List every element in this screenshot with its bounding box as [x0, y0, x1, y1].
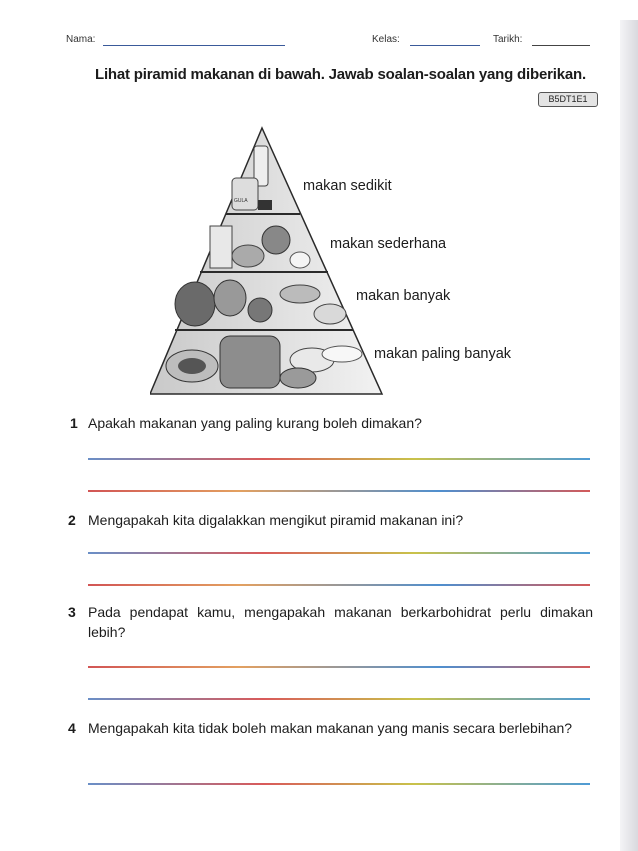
pyramid-label-second: makan sederhana — [330, 236, 447, 252]
tomato-icon — [248, 298, 272, 322]
fish-plate-icon — [262, 226, 290, 254]
answer-line-1b[interactable] — [88, 490, 590, 492]
answer-line-2a[interactable] — [88, 552, 590, 554]
papaya-icon — [314, 304, 346, 324]
pyramid-label-third: makan banyak — [356, 288, 451, 304]
lettuce-icon — [214, 280, 246, 316]
answer-line-1a[interactable] — [88, 458, 590, 460]
question-1-number: 1 — [70, 415, 78, 431]
vegetable-icon — [175, 282, 215, 326]
kelas-field[interactable] — [410, 45, 480, 46]
question-4-text: Mengapakah kita tidak boleh makan makanan yang manis secara berlebihan? — [88, 720, 573, 736]
question-3-text: Pada pendapat kamu, mengapakah makanan berkarbohidrat perlu dimakan lebih? — [88, 604, 593, 640]
nama-label: Nama: — [66, 34, 96, 45]
answer-line-3b[interactable] — [88, 698, 590, 700]
tarikh-label: Tarikh: — [493, 34, 523, 45]
question-2-number: 2 — [68, 512, 76, 528]
pyramid-label-bottom: makan paling banyak — [374, 346, 512, 362]
answer-line-4a[interactable] — [88, 783, 590, 785]
tarikh-field[interactable] — [532, 45, 590, 46]
jar-icon — [232, 178, 258, 210]
question-2-text: Mengapakah kita digalakkan mengikut piramid makanan ini? — [88, 512, 464, 528]
answer-line-2b[interactable] — [88, 584, 590, 586]
question-4-number: 4 — [68, 720, 76, 736]
mixed-rice-icon — [280, 368, 316, 388]
answer-line-3a[interactable] — [88, 666, 590, 668]
worksheet-title: Lihat piramid makanan di bawah. Jawab soalan-soalan yang diberikan. — [95, 66, 586, 83]
question-1-text: Apakah makanan yang paling kurang boleh dimakan? — [88, 415, 422, 431]
pyramid-label-top: makan sedikit — [303, 178, 392, 194]
worksheet-code-badge: B5DT1E1 — [538, 92, 598, 107]
banana-icon — [280, 285, 320, 303]
food-pyramid-illustration — [150, 122, 390, 398]
milk-carton-icon — [210, 226, 232, 268]
egg-icon — [290, 252, 310, 268]
plate-icon — [322, 346, 362, 362]
question-3-number: 3 — [68, 604, 76, 620]
chocolate-icon — [258, 200, 272, 210]
bread-icon — [220, 336, 280, 388]
page-edge-shadow — [620, 20, 638, 851]
kelas-label: Kelas: — [372, 34, 400, 45]
package-text: GULA — [234, 198, 248, 204]
nama-field[interactable] — [103, 45, 285, 46]
meat-icon — [232, 245, 264, 267]
